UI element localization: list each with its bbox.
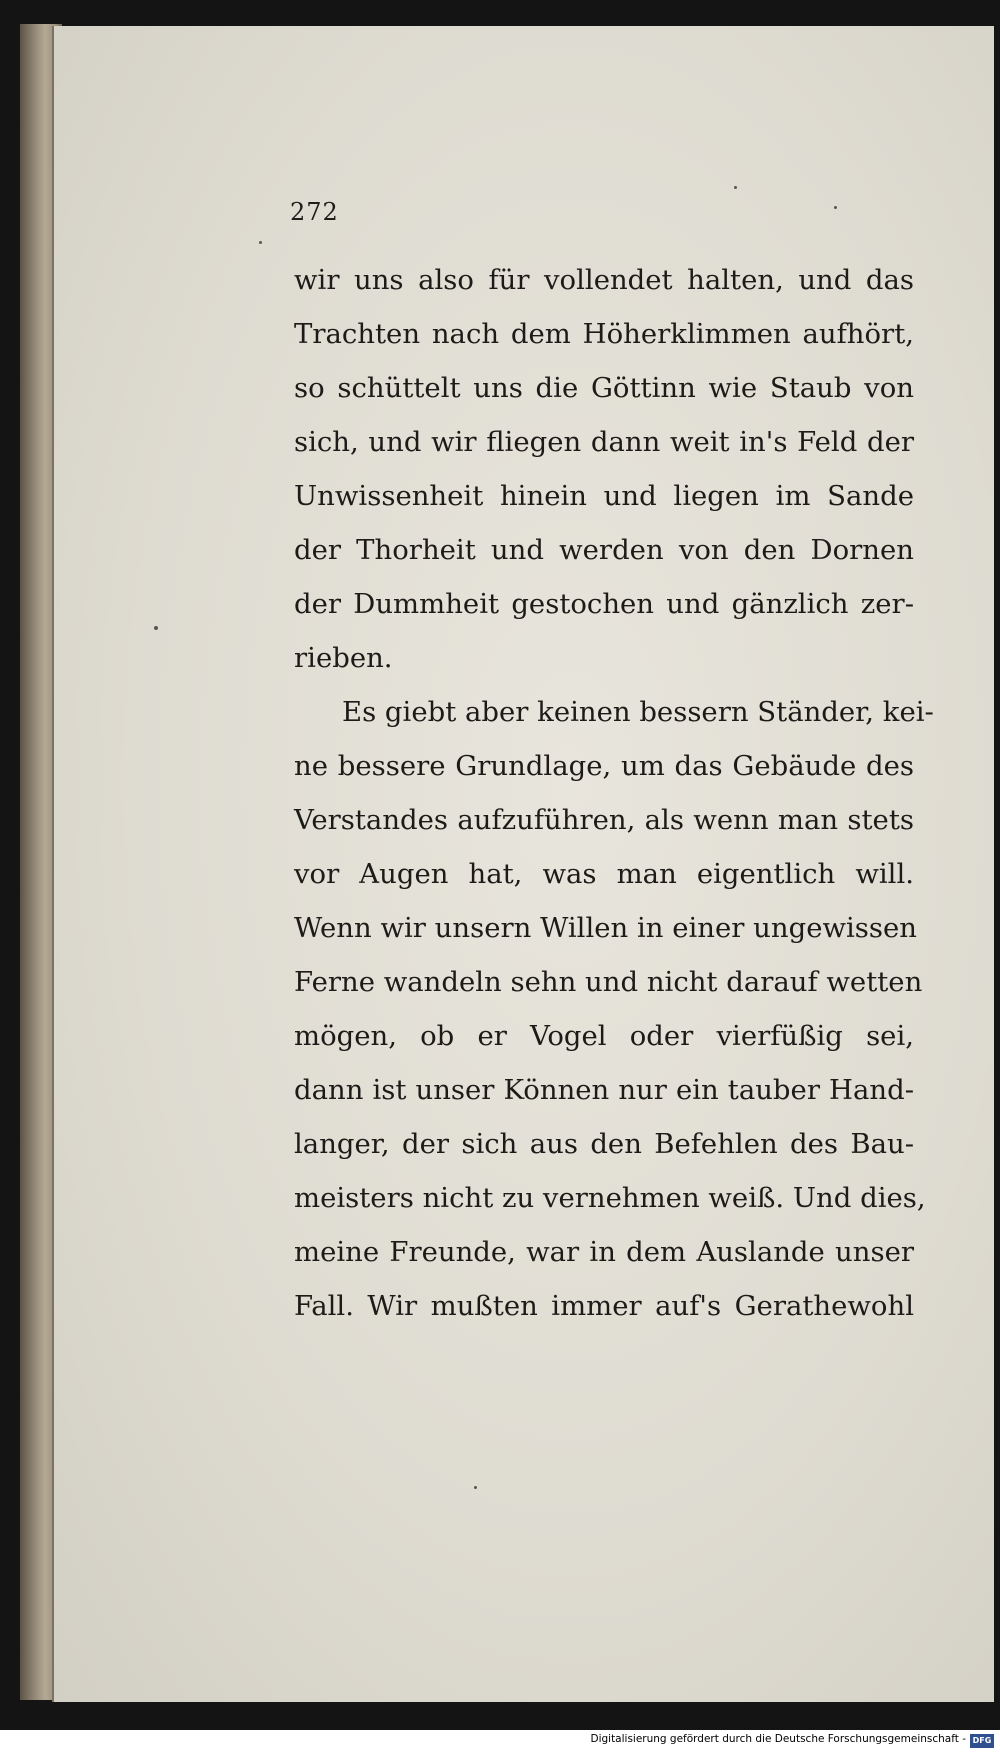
footer-bar	[0, 1730, 1000, 1753]
text-line: rieben.	[294, 642, 393, 674]
text-line: langer, der sich aus den Befehlen des Bau-	[294, 1128, 914, 1160]
text-line: Unwissenheit hinein und liegen im Sande	[294, 480, 914, 512]
paper-speck	[154, 626, 158, 630]
text-line: so schüttelt uns die Göttinn wie Staub von	[294, 372, 914, 404]
text-line: vor Augen hat, was man eigentlich will.	[294, 858, 914, 890]
funding-credit: Digitalisierung gefördert durch die Deutsche Forschungsgemeinschaft -	[590, 1733, 966, 1745]
text-line: der Dummheit gestochen und gänzlich zer-	[294, 588, 914, 620]
text-line: meine Freunde, war in dem Auslande unser	[294, 1236, 914, 1268]
dfg-logo: DFG	[970, 1734, 994, 1748]
text-line: Trachten nach dem Höherklimmen aufhört,	[294, 318, 914, 350]
paper-speck	[834, 206, 837, 209]
text-line: Es giebt aber keinen bessern Ständer, kei-	[342, 696, 934, 728]
text-line: der Thorheit und werden von den Dornen	[294, 534, 914, 566]
text-line: meisters nicht zu vernehmen weiß. Und dies,	[294, 1182, 926, 1214]
body-text	[294, 253, 934, 1333]
text-line: dann ist unser Können nur ein tauber Hand-	[294, 1074, 914, 1106]
text-line: Verstandes aufzuführen, als wenn man stets	[294, 804, 914, 836]
text-line: mögen, ob er Vogel oder vierfüßig sei,	[294, 1020, 914, 1052]
text-line: Fall. Wir mußten immer auf's Gerathewohl	[294, 1290, 914, 1322]
text-line: sich, und wir fliegen dann weit in's Feld der	[294, 426, 914, 458]
text-line: wir uns also für vollendet halten, und das	[294, 264, 914, 296]
text-line: Ferne wandeln sehn und nicht darauf wetten	[294, 966, 923, 998]
paper-speck	[734, 186, 737, 189]
paper-speck	[259, 241, 262, 244]
paper-speck	[474, 1486, 477, 1489]
text-line: ne bessere Grundlage, um das Gebäude des	[294, 750, 914, 782]
page-number: 272	[290, 198, 339, 226]
text-line: Wenn wir unsern Willen in einer ungewissen	[294, 912, 918, 944]
